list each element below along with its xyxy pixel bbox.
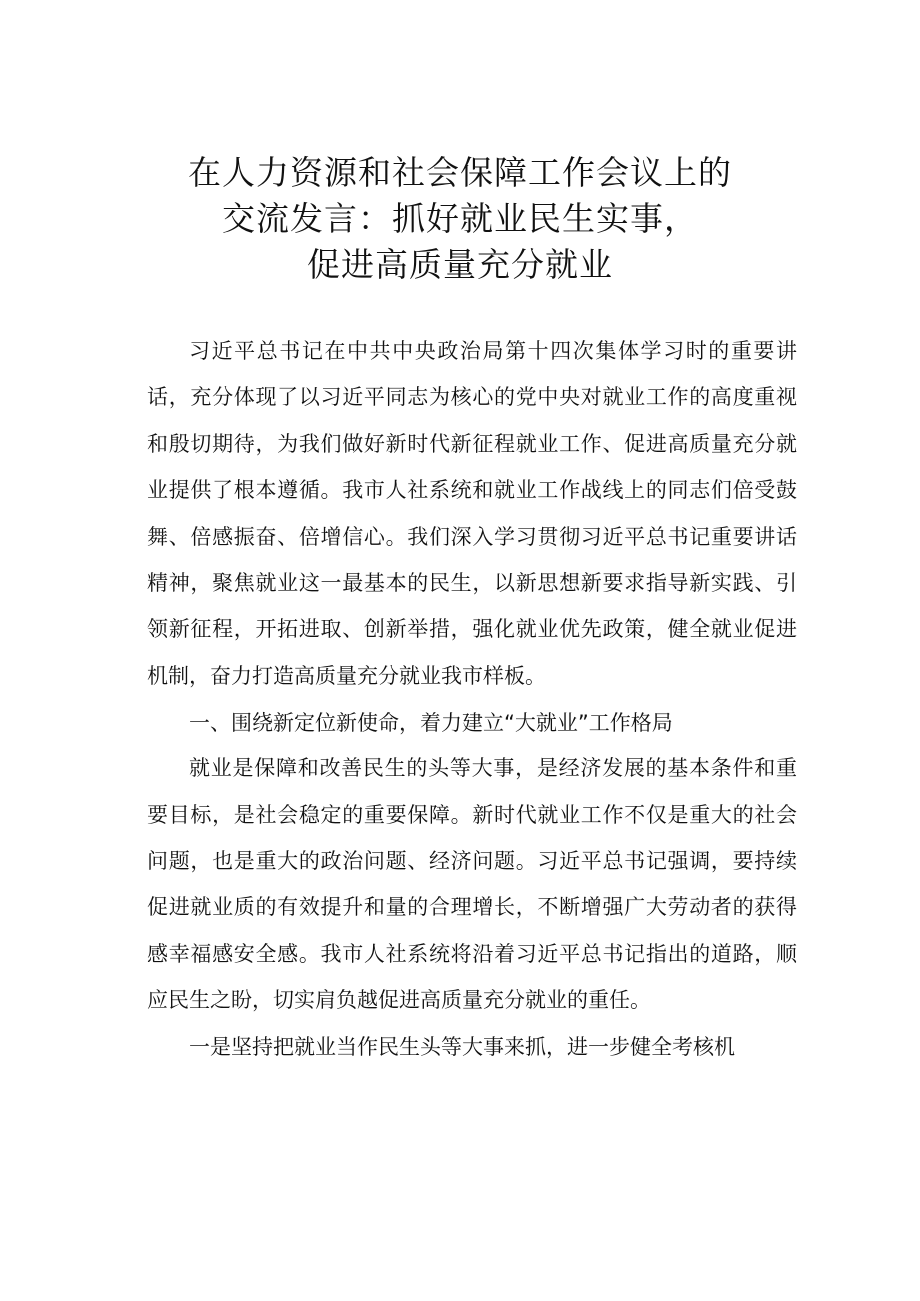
document-body [147,328,797,1070]
intro-paragraph: 习近平总书记在中共中央政治局第十四次集体学习时的重要讲话，充分体现了以习近平同志为核心的党中央对就业工作的高度重视和殷切期待，为我们做好新时代新征程就业工作、促进高质量充分就业提供了根本遵循。我市人社系统和就业工作战线上的同志们倍受鼓舞、倍感振奋、倍增信心。我们深入学习贯彻习近平总书记重要讲话精神，聚焦就业这一最基本的民生，以新思想新要求指导新实践、引领新征程，开拓进取、创新举措，强化就业优先政策，健全就业促进机制，奋力打造高质量充分就业我市样板。 [147,339,797,688]
title-line-1: 在人力资源和社会保障工作会议上的 [188,153,732,192]
title-line-2: 交流发言：抓好就业民生实事， [222,199,698,238]
document-title [0,150,920,288]
point-1-paragraph: 一是坚持把就业当作民生头等大事来抓，进一步健全考核机 [189,1034,735,1059]
section-1-paragraph: 就业是保障和改善民生的头等大事，是经济发展的基本条件和重要目标，是社会稳定的重要保障。新时代就业工作不仅是重大的社会问题，也是重大的政治问题、经济问题。习近平总书记强调，要持续促进就业质的有效提升和量的合理增长，不断增强广大劳动者的获得感幸福感安全感。我市人社系统将沿着习近平总书记指出的道路，顺应民生之盼，切实肩负越促进高质量充分就业的重任。 [147,756,797,1013]
title-line-3: 促进高质量充分就业 [307,245,613,284]
section-heading-1: 一、围绕新定位新使命，着力建立“大就业”工作格局 [189,711,673,736]
